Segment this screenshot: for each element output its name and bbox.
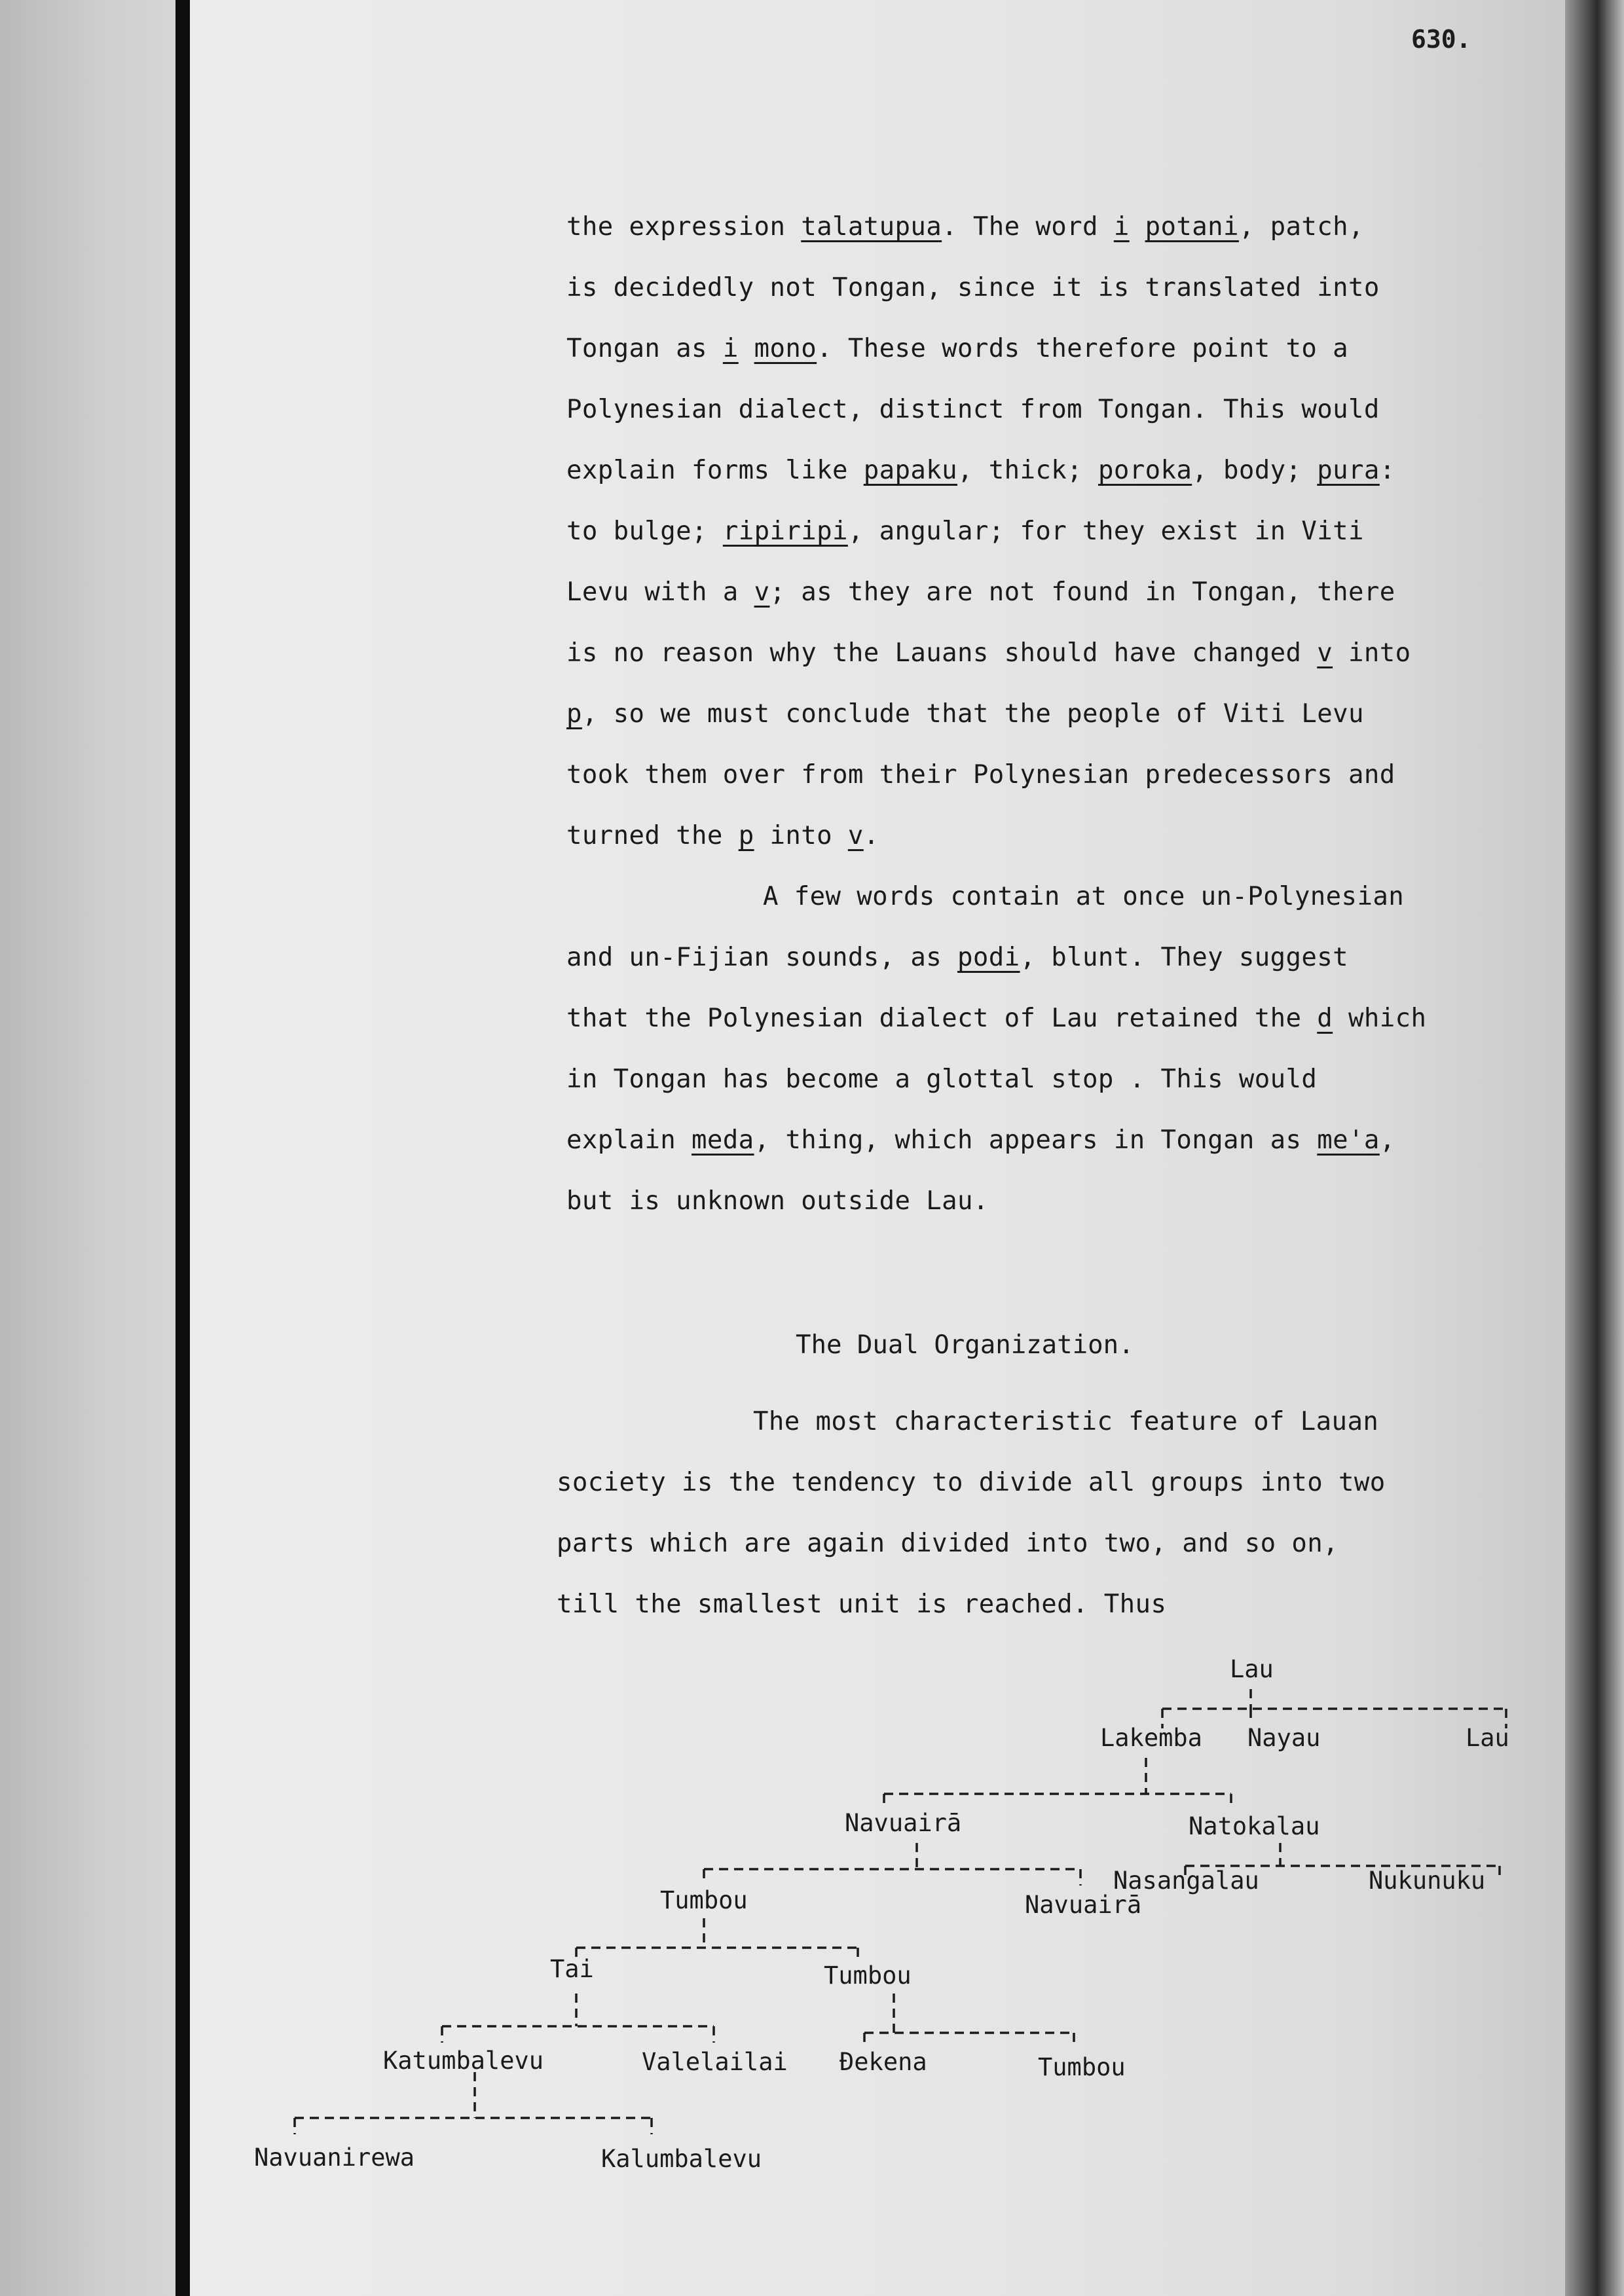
text-run: the expression bbox=[566, 212, 802, 242]
text-run: into bbox=[754, 821, 848, 850]
text-run: and un-Fijian sounds, as bbox=[566, 943, 957, 972]
tree-node-navuaira: Navuairā bbox=[845, 1809, 962, 1837]
text-run: is no reason why the Lauans should have changed bbox=[566, 638, 1318, 668]
underlined-term: p bbox=[566, 699, 582, 729]
text-run: , angular; for they exist in Viti bbox=[847, 517, 1364, 546]
underlined-term: p bbox=[738, 821, 754, 850]
text-run: Tongan as bbox=[566, 334, 723, 363]
underlined-term: podi bbox=[957, 943, 1020, 972]
text-run: explain bbox=[566, 1125, 692, 1155]
page-number: 630. bbox=[1411, 25, 1471, 54]
text-run: parts which are again divided into two, and so on, bbox=[557, 1529, 1338, 1558]
tree-node-lau: Lau bbox=[1230, 1655, 1274, 1683]
tree-node-tumbou: Tumbou bbox=[660, 1886, 748, 1914]
underlined-term: talatupua bbox=[801, 212, 942, 242]
tree-node-katumbalevu: Katumbalevu bbox=[383, 2047, 544, 2075]
tree-node-navuaira-2: Navuairā bbox=[1025, 1891, 1142, 1919]
text-run: explain forms like bbox=[566, 456, 864, 485]
text-run: . The word bbox=[942, 212, 1114, 242]
tree-node-tai: Tai bbox=[550, 1955, 594, 1983]
text-run: till the smallest unit is reached. Thus bbox=[557, 1590, 1167, 1619]
tree-node-tumbou-2: Tumbou bbox=[824, 1961, 912, 1990]
tree-node-valelailai: Valelailai bbox=[642, 2048, 788, 2076]
text-run: The most characteristic feature of Lauan bbox=[753, 1407, 1379, 1436]
text-run: society is the tendency to divide all groups into two bbox=[557, 1468, 1386, 1497]
underlined-term: i bbox=[722, 334, 739, 363]
tree-node-dekena: Đekena bbox=[840, 2048, 927, 2076]
text-run: . These words therefore point to a bbox=[817, 334, 1349, 363]
text-run: A few words contain at once un-Polynesian bbox=[763, 882, 1405, 911]
section-heading: The Dual Organization. bbox=[796, 1330, 1134, 1360]
text-run: . bbox=[863, 821, 879, 850]
text-run: , blunt. They suggest bbox=[1020, 943, 1349, 972]
underlined-term: pura bbox=[1317, 456, 1380, 485]
text-run: in Tongan has become a glottal stop . This would bbox=[566, 1065, 1318, 1094]
text-run: into bbox=[1333, 638, 1411, 668]
underlined-term: me'a bbox=[1317, 1125, 1380, 1155]
tree-node-natokalau: Natokalau bbox=[1189, 1812, 1320, 1840]
text-run: , body; bbox=[1192, 456, 1318, 485]
tree-node-tumbou-3: Tumbou bbox=[1038, 2053, 1126, 2081]
text-run: ; as they are not found in Tongan, there bbox=[769, 577, 1395, 607]
underlined-term: d bbox=[1317, 1004, 1333, 1033]
underlined-term: papaku bbox=[863, 456, 958, 485]
tree-node-kalumbalevu: Kalumbalevu bbox=[601, 2145, 762, 2173]
text-run: to bulge; bbox=[566, 517, 723, 546]
text-run: , thing, which appears in Tongan as bbox=[754, 1125, 1318, 1155]
text-run: , bbox=[1379, 1125, 1395, 1155]
underlined-term: v bbox=[1317, 638, 1333, 668]
text-run: took them over from their Polynesian predecessors and bbox=[566, 760, 1395, 790]
tree-node-nayau: Nayau bbox=[1247, 1724, 1321, 1752]
underlined-term: poroka bbox=[1098, 456, 1192, 485]
underlined-term: v bbox=[847, 821, 864, 850]
underlined-term: i bbox=[1113, 212, 1130, 242]
tree-node-navuanirewa: Navuanirewa bbox=[254, 2143, 415, 2172]
underlined-term: meda bbox=[692, 1125, 754, 1155]
underlined-term: v bbox=[754, 577, 770, 607]
text-run: , patch, bbox=[1238, 212, 1364, 242]
tree-node-nasangalau: Nasangalau bbox=[1113, 1867, 1259, 1895]
underlined-term: potani bbox=[1145, 212, 1239, 242]
text-run: but is unknown outside Lau. bbox=[566, 1186, 989, 1216]
text-run: Polynesian dialect, distinct from Tongan. This would bbox=[566, 395, 1380, 424]
text-run: that the Polynesian dialect of Lau retained the bbox=[566, 1004, 1318, 1033]
underlined-term: mono bbox=[754, 334, 817, 363]
text-run: , so we must conclude that the people of Viti Levu bbox=[581, 699, 1364, 729]
tree-node-nukunuku: Nukunuku bbox=[1369, 1867, 1486, 1895]
tree-node-lau-right: Lau bbox=[1466, 1724, 1509, 1752]
tree-node-lakemba: Lakemba bbox=[1100, 1724, 1202, 1752]
text-run: turned the bbox=[566, 821, 739, 850]
text-run: is decidedly not Tongan, since it is translated into bbox=[566, 273, 1380, 302]
text-run: , thick; bbox=[957, 456, 1098, 485]
text-run: which bbox=[1333, 1004, 1427, 1033]
text-run: : bbox=[1379, 456, 1395, 485]
underlined-term: ripiripi bbox=[722, 517, 848, 546]
text-run: Levu with a bbox=[566, 577, 754, 607]
